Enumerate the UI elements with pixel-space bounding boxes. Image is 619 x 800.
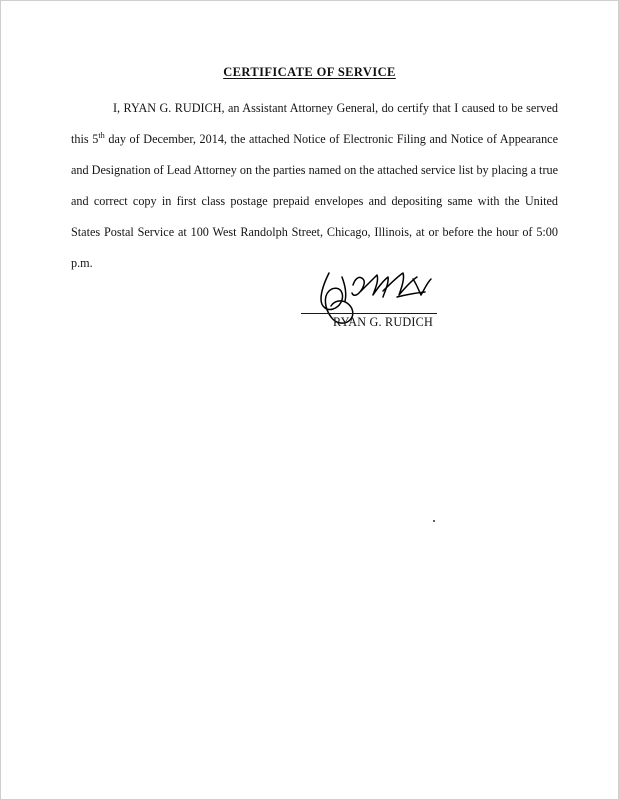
ordinal-suffix: th <box>98 130 105 140</box>
page-title: CERTIFICATE OF SERVICE <box>223 65 396 79</box>
signature-block <box>301 271 541 331</box>
signature-printed-name: RYAN G. RUDICH <box>333 315 433 329</box>
body-text-part-1: I, RYAN G. RUDICH, an Assistant Attorney General, do certify that I caused to be served this 5 <box>71 101 558 146</box>
body-paragraph <box>71 93 558 279</box>
certificate-body <box>71 93 558 279</box>
signature-line <box>301 313 437 314</box>
scan-artifact-dot <box>433 520 435 522</box>
body-text-part-2: day of December, 2014, the attached Notice of Electronic Filing and Notice of Appearance and Designation of Lead Attorney on the parties named on the attached service list by placing a true and correct copy in first class postage prepaid envelopes and depositing same with the United States Postal Service at 100 West Randolph Street, Chicago, Illinois, at or before the hour of 5:00 p.m. <box>71 132 558 270</box>
